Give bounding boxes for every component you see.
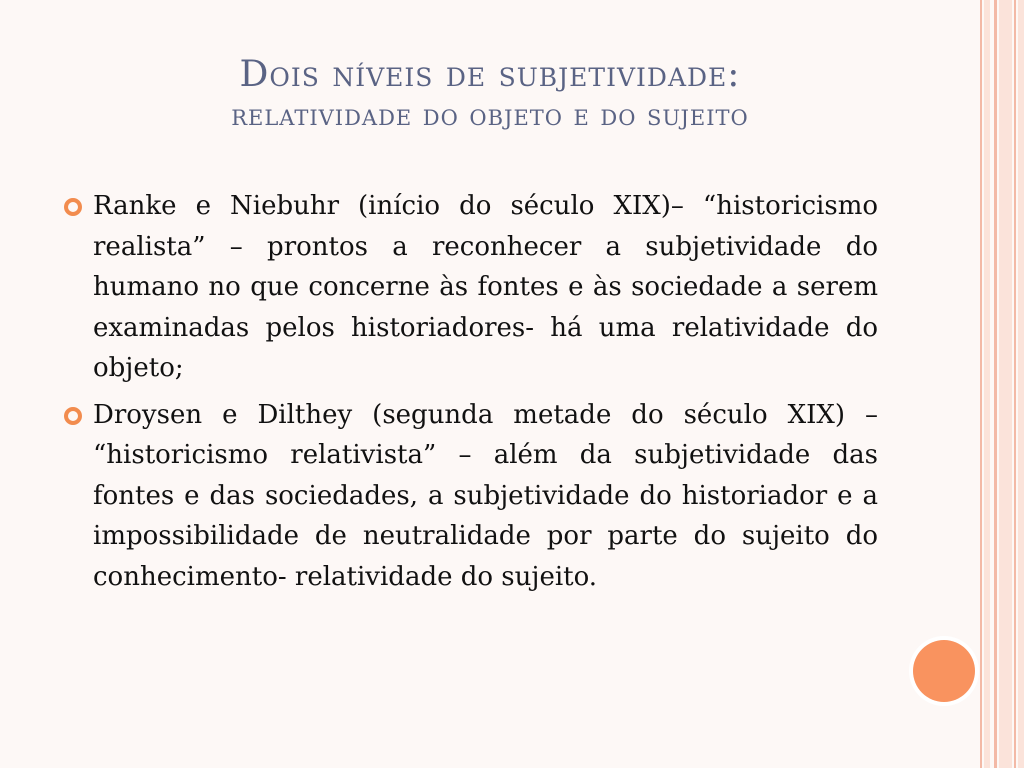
stripe <box>999 0 1012 768</box>
title-line-1: Dois níveis de subjetividade: <box>239 54 741 95</box>
slide-title <box>40 54 940 136</box>
bullet-text: Ranke e Niebuhr (início do século XIX)– “historicismo realista” – prontos a reconhecer a subjetividade do humano no que concerne às fontes e às sociedade a serem examinadas pelos historiadores- há uma relatividade do objeto; <box>93 191 878 383</box>
stripe <box>984 0 990 768</box>
bullet-item <box>64 186 878 389</box>
bullet-item <box>64 395 878 598</box>
bullet-ring-icon <box>64 407 82 425</box>
bullet-list <box>64 186 878 603</box>
decorative-stripes <box>976 0 1024 768</box>
stripe <box>994 0 997 768</box>
title-line-2: relatividade do objeto e do sujeito <box>231 98 749 133</box>
decorative-circle <box>913 640 975 702</box>
bullet-text: Droysen e Dilthey (segunda metade do século XIX) – “historicismo relativista” – além da subjetividade das fontes e das sociedades, a subjetividade do historiador e a impossibilidade de neutralidade por parte do sujeito do conhecimento- relatividade do sujeito. <box>93 399 878 592</box>
stripe <box>1014 0 1016 768</box>
bullet-ring-icon <box>64 198 82 216</box>
stripe <box>980 0 982 768</box>
stripe <box>1018 0 1024 768</box>
